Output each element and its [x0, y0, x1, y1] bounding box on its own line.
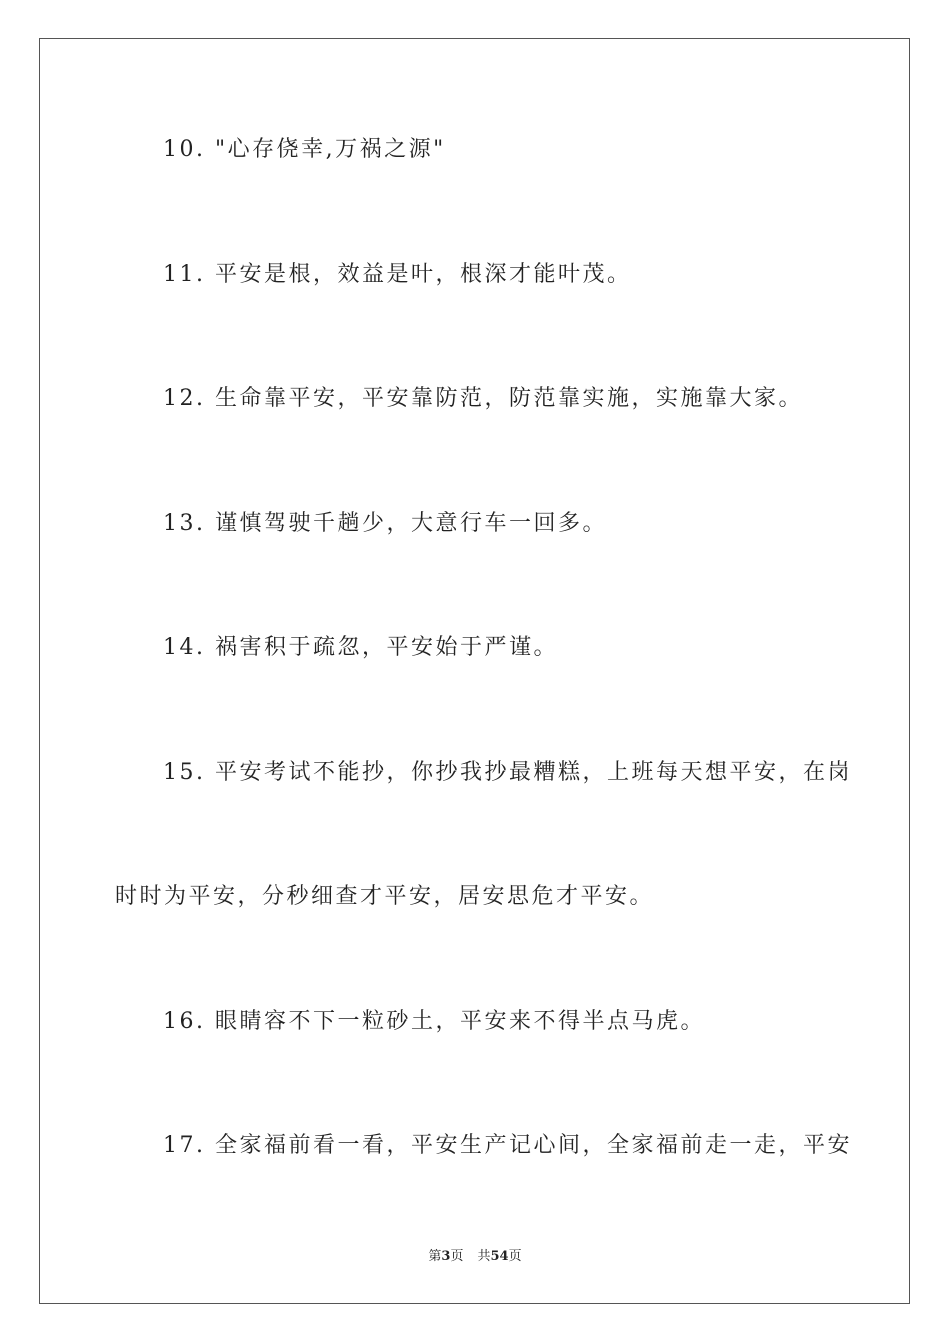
text-line-11: 11. 平安是根，效益是叶，根深才能叶茂。	[163, 262, 632, 287]
text-line-12: 12. 生命靠平安，平安靠防范，防范靠实施，实施靠大家。	[163, 386, 803, 411]
footer-total-prefix: 共	[477, 1249, 491, 1264]
text-line-14: 14. 祸害积于疏忽，平安始于严谨。	[163, 635, 558, 660]
page-footer	[0, 1249, 950, 1265]
text-line-15: 15. 平安考试不能抄，你抄我抄最糟糕，上班每天想平安，在岗	[163, 760, 852, 785]
footer-page-number: 3	[441, 1249, 451, 1264]
text-line-15-continued: 时时为平安，分秒细查才平安，居安思危才平安。	[115, 884, 655, 909]
footer-total-pages: 54	[490, 1249, 509, 1264]
footer-total-suffix: 页	[508, 1249, 522, 1264]
footer-page-prefix: 第	[428, 1249, 442, 1264]
footer-page-suffix: 页	[450, 1249, 464, 1264]
text-line-13: 13. 谨慎驾驶千趟少，大意行车一回多。	[163, 511, 607, 536]
text-line-17: 17. 全家福前看一看，平安生产记心间，全家福前走一走，平安	[163, 1133, 852, 1158]
page-border	[39, 38, 910, 1304]
text-line-16: 16. 眼睛容不下一粒砂土，平安来不得半点马虎。	[163, 1009, 705, 1034]
text-line-10: 10. "心存侥幸,万祸之源"	[163, 137, 446, 162]
